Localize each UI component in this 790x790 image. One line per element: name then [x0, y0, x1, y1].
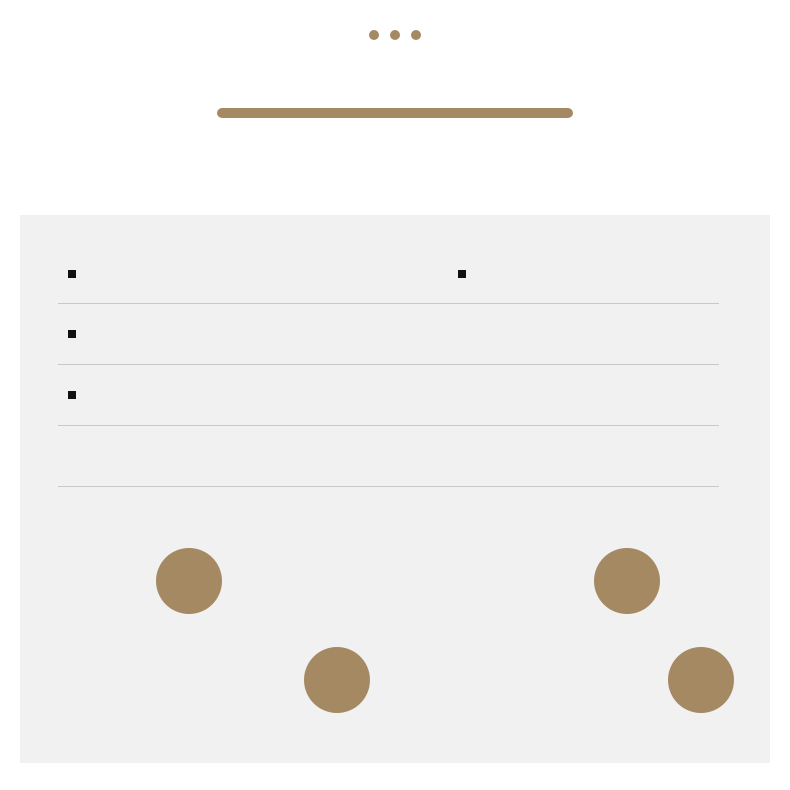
square-bullet-icon — [68, 330, 76, 338]
attr-row-thickness — [64, 647, 378, 713]
info-row-composition — [58, 365, 719, 426]
thickness-option-regular — [230, 647, 296, 713]
softness-option-stiff — [520, 647, 586, 713]
name-group — [458, 245, 476, 303]
fit-option-regular — [156, 548, 222, 614]
square-bullet-icon — [68, 391, 76, 399]
softness-option-medium — [594, 647, 660, 713]
softness-option-soft — [668, 647, 734, 713]
square-bullet-icon — [68, 270, 76, 278]
info-rows — [58, 245, 719, 487]
decorative-dots — [0, 30, 790, 40]
dot-icon — [369, 30, 379, 40]
info-row-item-no — [58, 245, 719, 304]
title-underline-bar — [217, 108, 573, 118]
attr-row-elasticity — [428, 548, 742, 614]
elasticity-option-slight — [594, 548, 660, 614]
attr-row-fit — [64, 548, 378, 614]
thickness-option-thin — [156, 647, 222, 713]
square-bullet-icon — [458, 270, 466, 278]
product-info-panel — [20, 215, 770, 763]
dot-icon — [411, 30, 421, 40]
elasticity-option-high — [668, 548, 734, 614]
info-row-color — [58, 304, 719, 365]
thickness-option-thick — [304, 647, 370, 713]
elasticity-option-none — [520, 548, 586, 614]
fit-option-long — [304, 548, 370, 614]
attr-row-softness — [428, 647, 742, 713]
dot-icon — [390, 30, 400, 40]
fit-option-mid-long — [230, 548, 296, 614]
info-row-filling — [58, 426, 719, 487]
